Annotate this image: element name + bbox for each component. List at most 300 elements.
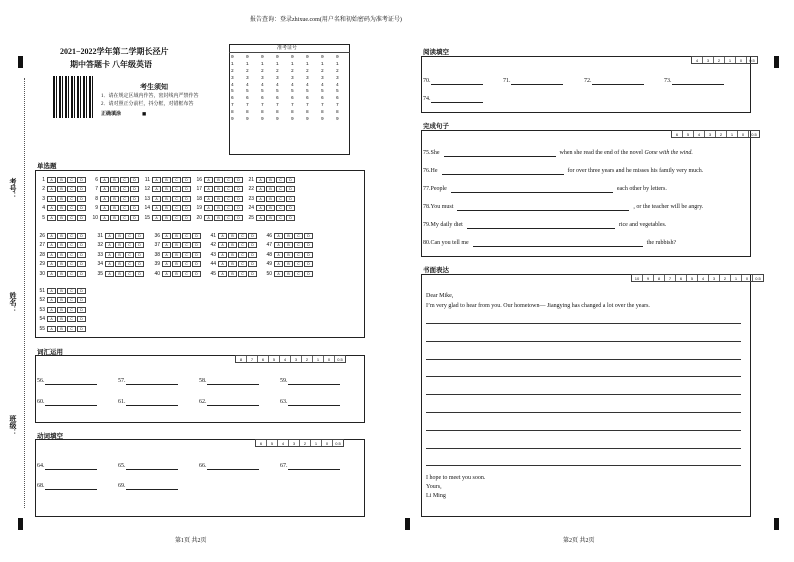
mcq-option-bubble[interactable]: A [47,233,56,239]
id-digit-bubble[interactable]: 7 [261,103,264,109]
mcq-option-bubble[interactable]: B [57,196,66,202]
mcq-option-bubble[interactable]: B [172,233,181,239]
mcq-option-bubble[interactable]: B [162,196,171,202]
mcq-option-bubble[interactable]: C [120,215,129,221]
mcq-option-bubble[interactable]: B [162,215,171,221]
vocab-score-strip[interactable] [235,355,346,363]
mcq-option-bubble[interactable]: B [284,261,293,267]
mcq-option-bubble[interactable]: B [57,297,66,303]
id-digit-column[interactable] [306,55,309,124]
mcq-option-bubble[interactable]: C [67,205,76,211]
mcq-option-bubble[interactable]: C [120,196,129,202]
mcq-option-bubble[interactable]: C [67,252,76,258]
writing-score-strip[interactable] [631,274,764,282]
id-digit-bubble[interactable]: 9 [291,117,294,123]
mcq-option-bubble[interactable]: B [115,271,124,277]
mcq-option-bubble[interactable]: B [172,242,181,248]
mcq-option-bubble[interactable]: D [248,261,257,267]
mcq-option-bubble[interactable]: D [130,177,139,183]
mcq-option-bubble[interactable]: C [120,177,129,183]
score-cell[interactable]: 3 [708,275,719,281]
score-cell[interactable]: 0.5 [748,131,759,137]
id-digit-bubble[interactable]: 3 [336,75,339,81]
answer-blank[interactable] [672,77,724,85]
score-cell[interactable]: 3 [288,440,299,446]
id-digit-bubble[interactable]: 9 [261,117,264,123]
score-cell[interactable]: 4 [695,58,699,63]
score-cell[interactable]: 6 [259,441,263,446]
id-digit-bubble[interactable]: 2 [276,68,279,74]
mcq-option-bubble[interactable]: D [192,233,201,239]
mcq-option-bubble[interactable]: B [57,252,66,258]
mcq-option-bubble[interactable]: B [115,242,124,248]
score-cell[interactable]: 8 [653,275,664,281]
score-cell[interactable]: 4 [697,275,708,281]
mcq-option-bubble[interactable]: C [224,186,233,192]
id-digit-bubble[interactable]: 5 [321,89,324,95]
id-digit-column[interactable] [246,55,249,124]
mcq-option-bubble[interactable]: C [238,252,247,258]
mcq-option-bubble[interactable]: C [67,242,76,248]
mcq-option-bubble[interactable]: D [304,242,313,248]
mcq-option-bubble[interactable]: A [256,205,265,211]
mcq-option-bubble[interactable]: B [266,205,275,211]
answer-blank[interactable] [126,377,178,385]
mcq-option-bubble[interactable]: B [214,196,223,202]
score-cell[interactable]: 1 [724,57,735,63]
mcq-option-bubble[interactable]: C [276,205,285,211]
mcq-option-bubble[interactable]: B [266,177,275,183]
mcq-option-bubble[interactable]: B [214,177,223,183]
id-digit-bubble[interactable]: 0 [276,55,279,60]
score-cell[interactable]: 0.5 [334,356,345,362]
id-digit-bubble[interactable]: 7 [246,103,249,109]
id-digit-bubble[interactable]: 4 [321,82,324,88]
writing-line[interactable] [426,412,741,413]
mcq-option-bubble[interactable]: D [135,271,144,277]
mcq-option-bubble[interactable]: B [57,242,66,248]
answer-blank[interactable] [45,377,97,385]
score-cell[interactable]: 5 [266,440,277,446]
mcq-option-bubble[interactable]: B [214,215,223,221]
id-digit-bubble[interactable]: 4 [276,82,279,88]
mcq-option-bubble[interactable]: B [172,252,181,258]
score-cell[interactable]: 1 [726,131,737,137]
mcq-option-bubble[interactable]: A [152,205,161,211]
id-digit-bubble[interactable]: 6 [276,96,279,102]
mcq-option-bubble[interactable]: D [77,186,86,192]
score-cell[interactable]: 0 [741,275,752,281]
score-cell[interactable]: 9 [642,275,653,281]
mcq-option-bubble[interactable]: B [266,215,275,221]
mcq-option-bubble[interactable]: D [130,186,139,192]
mcq-option-bubble[interactable]: A [256,196,265,202]
mcq-option-bubble[interactable]: A [47,316,56,322]
answer-blank[interactable] [444,149,556,157]
mcq-option-bubble[interactable]: A [162,271,171,277]
id-digit-bubble[interactable]: 2 [321,68,324,74]
mcq-option-bubble[interactable]: C [172,215,181,221]
id-digit-bubble[interactable]: 7 [276,103,279,109]
verbs-score-strip[interactable] [255,439,344,447]
mcq-option-bubble[interactable]: D [77,233,86,239]
score-cell[interactable]: 0.5 [752,275,763,281]
answer-blank[interactable] [288,462,340,470]
mcq-option-bubble[interactable]: B [57,186,66,192]
mcq-option-bubble[interactable]: B [266,186,275,192]
id-digit-bubble[interactable]: 2 [246,68,249,74]
score-cell[interactable]: 10 [634,276,640,281]
mcq-option-bubble[interactable]: B [57,307,66,313]
mcq-option-bubble[interactable]: B [57,261,66,267]
mcq-option-bubble[interactable]: C [125,252,134,258]
mcq-option-bubble[interactable]: B [57,326,66,332]
mcq-option-bubble[interactable]: D [286,215,295,221]
mcq-option-bubble[interactable]: A [204,196,213,202]
mcq-option-bubble[interactable]: C [224,196,233,202]
mcq-option-bubble[interactable]: A [47,205,56,211]
writing-line[interactable] [426,341,741,342]
id-digit-bubble[interactable]: 2 [231,68,234,74]
answer-blank[interactable] [45,398,97,406]
id-digit-bubble[interactable]: 5 [261,89,264,95]
answer-blank[interactable] [207,462,259,470]
score-cell[interactable]: 4 [693,131,704,137]
mcq-option-bubble[interactable]: D [304,271,313,277]
id-digit-bubble[interactable]: 9 [246,117,249,123]
mcq-option-bubble[interactable]: A [162,242,171,248]
writing-line[interactable] [426,323,741,324]
score-cell[interactable]: 2 [301,356,312,362]
mcq-option-bubble[interactable]: D [77,215,86,221]
mcq-option-bubble[interactable]: B [266,196,275,202]
mcq-option-bubble[interactable]: C [224,205,233,211]
mcq-option-bubble[interactable]: C [182,261,191,267]
mcq-option-bubble[interactable]: D [248,252,257,258]
mcq-option-bubble[interactable]: D [192,271,201,277]
mcq-option-bubble[interactable]: C [182,252,191,258]
mcq-option-bubble[interactable]: B [57,177,66,183]
id-digit-bubble[interactable]: 0 [261,55,264,60]
mcq-option-bubble[interactable]: A [47,177,56,183]
mcq-option-bubble[interactable]: C [238,261,247,267]
mcq-option-bubble[interactable]: A [47,261,56,267]
mcq-option-bubble[interactable]: B [284,252,293,258]
mcq-option-bubble[interactable]: B [115,233,124,239]
mcq-option-bubble[interactable]: A [105,261,114,267]
score-cell[interactable]: 2 [299,440,310,446]
score-cell[interactable]: 4 [277,440,288,446]
mcq-option-bubble[interactable]: A [105,252,114,258]
mcq-option-bubble[interactable]: B [110,205,119,211]
id-digit-bubble[interactable]: 2 [306,68,309,74]
mcq-option-bubble[interactable]: A [100,177,109,183]
mcq-option-bubble[interactable]: A [152,186,161,192]
mcq-option-bubble[interactable]: A [162,233,171,239]
mcq-option-bubble[interactable]: D [77,326,86,332]
mcq-option-bubble[interactable]: C [294,252,303,258]
answer-blank[interactable] [592,77,644,85]
mcq-option-bubble[interactable]: D [234,196,243,202]
mcq-option-bubble[interactable]: D [286,205,295,211]
id-digit-bubble[interactable]: 6 [246,96,249,102]
score-cell[interactable]: 0 [323,356,334,362]
mcq-option-bubble[interactable]: C [182,242,191,248]
mcq-option-bubble[interactable]: D [77,271,86,277]
score-cell[interactable]: 0.5 [332,440,343,446]
mcq-option-bubble[interactable]: A [256,177,265,183]
mcq-option-bubble[interactable]: C [67,196,76,202]
mcq-option-bubble[interactable]: D [77,261,86,267]
mcq-option-bubble[interactable]: D [77,316,86,322]
mcq-option-bubble[interactable]: D [286,186,295,192]
id-digit-bubble[interactable]: 7 [321,103,324,109]
score-cell[interactable]: 8 [239,357,243,362]
id-digit-bubble[interactable]: 9 [321,117,324,123]
score-cell[interactable]: 4 [279,356,290,362]
score-cell[interactable]: 3 [702,57,713,63]
mcq-option-bubble[interactable]: D [135,252,144,258]
score-cell[interactable]: 0 [321,440,332,446]
answer-blank[interactable] [207,377,259,385]
mcq-option-bubble[interactable]: C [294,242,303,248]
mcq-option-bubble[interactable]: C [125,271,134,277]
id-digit-bubble[interactable]: 8 [261,110,264,116]
mcq-option-bubble[interactable]: A [47,271,56,277]
id-digit-bubble[interactable]: 3 [321,75,324,81]
answer-blank[interactable] [288,377,340,385]
mcq-option-bubble[interactable]: B [57,271,66,277]
id-digit-bubble[interactable]: 1 [261,61,264,67]
id-digit-bubble[interactable]: 0 [291,55,294,60]
mcq-option-bubble[interactable]: D [248,271,257,277]
id-digit-bubble[interactable]: 0 [246,55,249,60]
id-digit-bubble[interactable]: 2 [261,68,264,74]
mcq-option-bubble[interactable]: C [182,271,191,277]
answer-blank[interactable] [45,482,97,490]
mcq-option-bubble[interactable]: A [47,215,56,221]
mcq-option-bubble[interactable]: B [228,252,237,258]
score-cell[interactable]: 0.5 [746,57,757,63]
mcq-option-bubble[interactable]: A [152,196,161,202]
mcq-option-bubble[interactable]: D [77,177,86,183]
answer-blank[interactable] [511,77,563,85]
id-digit-bubble[interactable]: 0 [336,55,339,60]
mcq-option-bubble[interactable]: D [192,261,201,267]
mcq-option-bubble[interactable]: C [172,205,181,211]
score-cell[interactable]: 0 [735,57,746,63]
mcq-option-bubble[interactable]: A [100,215,109,221]
mcq-option-bubble[interactable]: C [238,242,247,248]
id-digit-bubble[interactable]: 5 [276,89,279,95]
mcq-option-bubble[interactable]: C [67,316,76,322]
mcq-option-bubble[interactable]: D [135,242,144,248]
score-cell[interactable]: 0 [737,131,748,137]
mcq-option-bubble[interactable]: C [120,205,129,211]
mcq-option-bubble[interactable]: A [100,205,109,211]
mcq-option-bubble[interactable]: A [256,186,265,192]
id-digit-bubble[interactable]: 1 [321,61,324,67]
mcq-option-bubble[interactable]: B [57,205,66,211]
id-digit-column[interactable] [231,55,234,124]
mcq-option-bubble[interactable]: B [172,261,181,267]
mcq-option-bubble[interactable]: D [182,186,191,192]
mcq-option-bubble[interactable]: C [294,261,303,267]
mcq-option-bubble[interactable]: A [218,271,227,277]
mcq-option-bubble[interactable]: D [130,205,139,211]
mcq-option-bubble[interactable]: D [130,215,139,221]
mcq-option-bubble[interactable]: A [152,215,161,221]
mcq-option-bubble[interactable]: A [105,271,114,277]
mcq-option-bubble[interactable]: B [214,186,223,192]
mcq-option-bubble[interactable]: B [110,215,119,221]
mcq-option-bubble[interactable]: B [57,215,66,221]
score-cell[interactable]: 6 [675,275,686,281]
answer-blank[interactable] [207,398,259,406]
mcq-option-bubble[interactable]: B [284,271,293,277]
mcq-option-bubble[interactable]: B [110,196,119,202]
mcq-option-bubble[interactable]: D [77,252,86,258]
mcq-option-bubble[interactable]: B [57,288,66,294]
id-digit-bubble[interactable]: 1 [231,61,234,67]
id-digit-bubble[interactable]: 6 [231,96,234,102]
mcq-option-bubble[interactable]: D [248,242,257,248]
id-digit-bubble[interactable]: 7 [291,103,294,109]
answer-blank[interactable] [442,167,564,175]
mcq-option-bubble[interactable]: A [218,261,227,267]
mcq-option-bubble[interactable]: D [192,252,201,258]
mcq-option-bubble[interactable]: C [67,326,76,332]
mcq-option-bubble[interactable]: C [224,177,233,183]
id-digit-bubble[interactable]: 4 [291,82,294,88]
mcq-option-bubble[interactable]: D [182,205,191,211]
mcq-option-bubble[interactable]: A [204,186,213,192]
score-cell[interactable]: 2 [719,275,730,281]
score-cell[interactable]: 2 [713,57,724,63]
mcq-option-bubble[interactable]: B [284,242,293,248]
mcq-option-bubble[interactable]: A [274,271,283,277]
mcq-option-bubble[interactable]: C [224,215,233,221]
mcq-option-bubble[interactable]: D [234,186,243,192]
mcq-option-bubble[interactable]: D [135,233,144,239]
mcq-option-bubble[interactable]: A [274,233,283,239]
mcq-option-bubble[interactable]: C [67,233,76,239]
mcq-option-bubble[interactable]: C [276,177,285,183]
mcq-option-bubble[interactable]: D [182,177,191,183]
mcq-option-bubble[interactable]: A [256,215,265,221]
mcq-option-bubble[interactable]: C [172,196,181,202]
mcq-option-bubble[interactable]: B [115,261,124,267]
mcq-option-bubble[interactable]: B [228,233,237,239]
id-digit-bubble[interactable]: 9 [231,117,234,123]
mcq-option-bubble[interactable]: A [274,261,283,267]
mcq-option-bubble[interactable]: A [162,252,171,258]
mcq-option-bubble[interactable]: A [105,233,114,239]
id-digit-bubble[interactable]: 7 [336,103,339,109]
id-digit-bubble[interactable]: 6 [261,96,264,102]
mcq-option-bubble[interactable]: C [238,233,247,239]
mcq-option-bubble[interactable]: A [204,205,213,211]
mcq-option-bubble[interactable]: A [47,242,56,248]
id-digit-bubble[interactable]: 4 [336,82,339,88]
score-cell[interactable]: 3 [290,356,301,362]
id-digit-bubble[interactable]: 8 [246,110,249,116]
mcq-option-bubble[interactable]: D [77,307,86,313]
id-digit-bubble[interactable]: 0 [321,55,324,60]
score-cell[interactable]: 5 [686,275,697,281]
id-digit-bubble[interactable]: 6 [321,96,324,102]
mcq-option-bubble[interactable]: D [135,261,144,267]
answer-blank[interactable] [467,221,615,229]
score-cell[interactable]: 5 [268,356,279,362]
mcq-option-bubble[interactable]: A [47,196,56,202]
mcq-option-bubble[interactable]: D [304,233,313,239]
score-cell[interactable]: 7 [246,356,257,362]
id-digit-bubble[interactable]: 9 [276,117,279,123]
mcq-option-bubble[interactable]: D [304,261,313,267]
id-digit-bubble[interactable]: 1 [276,61,279,67]
id-digit-column[interactable] [276,55,279,124]
mcq-option-bubble[interactable]: C [67,215,76,221]
id-digit-bubble[interactable]: 8 [306,110,309,116]
id-digit-bubble[interactable]: 3 [231,75,234,81]
mcq-option-bubble[interactable]: B [284,233,293,239]
id-digit-bubble[interactable]: 1 [336,61,339,67]
id-digit-bubble[interactable]: 4 [261,82,264,88]
mcq-option-bubble[interactable]: C [67,261,76,267]
mcq-option-bubble[interactable]: D [77,242,86,248]
id-digit-column[interactable] [261,55,264,124]
id-digit-bubble[interactable]: 5 [231,89,234,95]
id-digit-bubble[interactable]: 5 [306,89,309,95]
mcq-option-bubble[interactable]: A [47,288,56,294]
mcq-option-bubble[interactable]: A [218,242,227,248]
mcq-option-bubble[interactable]: C [67,271,76,277]
reading-score-strip[interactable] [691,56,758,64]
mcq-option-bubble[interactable]: D [234,205,243,211]
id-digit-bubble[interactable]: 8 [231,110,234,116]
mcq-option-bubble[interactable]: C [276,186,285,192]
id-digit-bubble[interactable]: 3 [261,75,264,81]
id-digit-bubble[interactable]: 6 [336,96,339,102]
writing-line[interactable] [426,448,741,449]
answer-blank[interactable] [45,462,97,470]
answer-blank[interactable] [126,398,178,406]
answer-blank[interactable] [126,482,178,490]
mcq-option-bubble[interactable]: C [67,307,76,313]
id-digit-bubble[interactable]: 8 [291,110,294,116]
mcq-option-bubble[interactable]: B [57,316,66,322]
id-digit-column[interactable] [336,55,339,124]
mcq-option-bubble[interactable]: B [162,186,171,192]
answer-blank[interactable] [288,398,340,406]
mcq-option-bubble[interactable]: C [172,177,181,183]
mcq-option-bubble[interactable]: C [238,271,247,277]
answer-blank[interactable] [473,239,643,247]
mcq-option-bubble[interactable]: C [125,242,134,248]
mcq-option-bubble[interactable]: C [172,186,181,192]
id-digit-bubble[interactable]: 1 [291,61,294,67]
mcq-option-bubble[interactable]: A [162,261,171,267]
mcq-option-bubble[interactable]: D [234,177,243,183]
id-digit-bubble[interactable]: 5 [336,89,339,95]
id-digit-bubble[interactable]: 4 [231,82,234,88]
id-digit-bubble[interactable]: 9 [336,117,339,123]
id-digit-bubble[interactable]: 0 [306,55,309,60]
mcq-option-bubble[interactable]: C [67,288,76,294]
mcq-option-bubble[interactable]: C [120,186,129,192]
id-digit-bubble[interactable]: 0 [231,55,234,60]
